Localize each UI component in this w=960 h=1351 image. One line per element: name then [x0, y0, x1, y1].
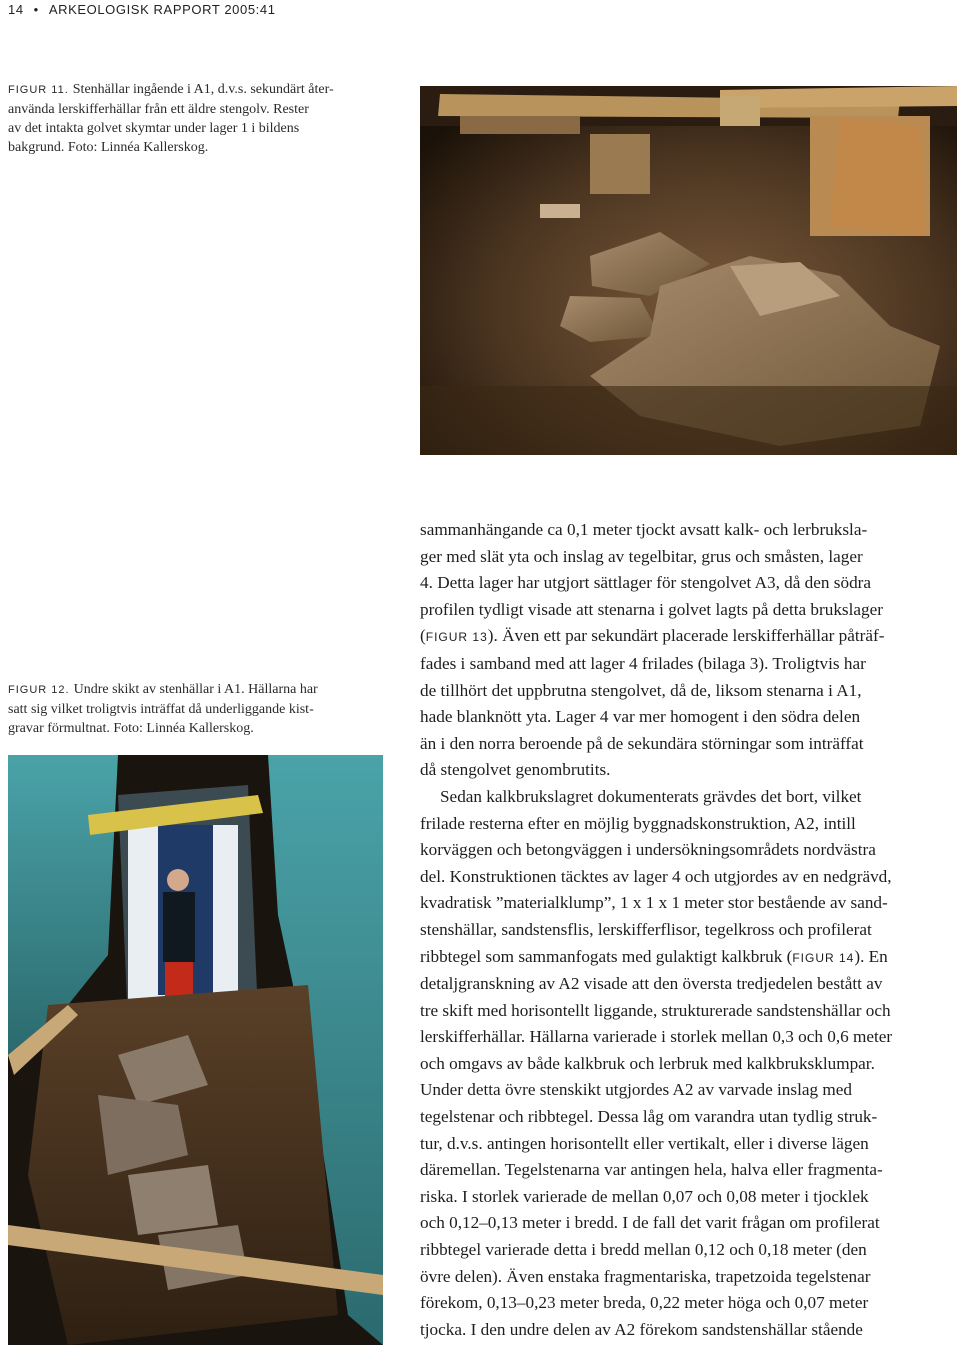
figure-11-caption: [8, 80, 408, 157]
paragraph-2-part-b: ). En detaljgranskning av A2 visade att den översta tredjedelen bestått av tre skift med horisontellt liggande, strukturerade sandstenshällar och lerskifferhällar. Hällarna varierade i storlek mellan 0,3 och 0,6 meter och omgavs av både kalkbruk och lerbruk med kalkbruksklumpar. Under detta övre stenskikt utgjordes A2 av varvade inslag med tegelstenar och ribbtegel. Dessa låg om varandra utan tydlig struk- tur, d.v.s. antingen horisontellt eller vertikalt, eller i diverse lägen däremellan. Tegelstenarna var antingen hela, halva eller fragmenta- riska. I storlek varierade de mellan 0,07 och 0,08 meter i tjocklek och 0,12–0,13 meter i bredd. I de fall det varit frågan om profilerat ribbtegel varierade detta i bredd mellan 0,12 och 0,18 meter (den övre delen). Även enstaka fragmentariska, trapetzoida tegelstenar förekom, 0,13–0,23 meter breda, 0,22 meter höga och 0,07 meter tjocka. I den undre delen av A2 förekom sandstenshällar stående: [420, 946, 893, 1339]
body-text-column: [420, 517, 956, 1343]
figure-12-photo: [8, 755, 383, 1345]
paragraph-1-part-a: sammanhängande ca 0,1 meter tjockt avsatt kalk- och lerbruksla- ger med slät yta och inslag av tegelbitar, grus och småsten, lager 4. Detta lager har utgjort sättlager för stengolvet A3, då den södra profilen tydligt visade att stenarna i golvet lagts på detta brukslager (: [420, 520, 883, 646]
figure-11-caption-text: Stenhällar ingående i A1, d.v.s. sekundärt åter- använda lerskifferhällar från ett äldre stengolv. Rester av det intakta golvet skymtar under lager 1 i bildens bakgrund. Foto: Linnéa Kallerskog.: [8, 82, 334, 155]
running-header: [8, 2, 276, 17]
figure-11-photo: [420, 86, 957, 455]
paragraph-2: [420, 784, 956, 1343]
figure-12-caption-text: Undre skikt av stenhällar i A1. Hällarna har satt sig vilket troligtvis inträffat då underliggande kist- gravar förmultnat. Foto: Linnéa Kallerskog.: [8, 682, 318, 736]
running-title: ARKEOLOGISK RAPPORT 2005:41: [48, 2, 276, 17]
figure-13-reference: FIGUR 13: [425, 630, 488, 645]
figure-14-reference: FIGUR 14: [792, 950, 855, 965]
excavation-slabs-image: [420, 86, 957, 455]
excavation-trench-image: [8, 755, 383, 1345]
page-number: 14: [8, 2, 24, 17]
figure-12-label: FIGUR 12.: [8, 684, 70, 696]
paragraph-1: [420, 517, 956, 784]
paragraph-2-part-a: Sedan kalkbrukslagret dokumenterats grävdes det bort, vilket frilade resterna efter en möjlig byggnadskonstruktion, A2, intill korväggen och betongväggen i undersökningsområdets nordvästra del. Konstruktionen täcktes av lager 4 och utgjordes av en nedgrävd, kvadratisk ”materialklump”, 1 x 1 x 1 meter stor bestående av sand- stenshällar, sandstensflis, lerskifferflisor, tegelkross och profilerat ribbtegel som sammanfogats med gulaktigt kalkbruk (: [420, 786, 892, 966]
figure-11-label: FIGUR 11.: [8, 84, 69, 96]
paragraph-1-part-b: ). Även ett par sekundärt placerade lerskifferhällar påträf- fades i samband med att lager 4 frilades (bilaga 3). Troligtvis har de tillhört det uppbrutna stengolvet, då de, liksom stenarna i A1, hade blanknött yta. Lager 4 var mer homogent i den södra delen än i den norra beroende på de sekundära störningar som inträffat då stengolvet genombrutits.: [420, 626, 885, 780]
figure-12-caption: [8, 680, 408, 738]
header-bullet: •: [33, 2, 39, 17]
